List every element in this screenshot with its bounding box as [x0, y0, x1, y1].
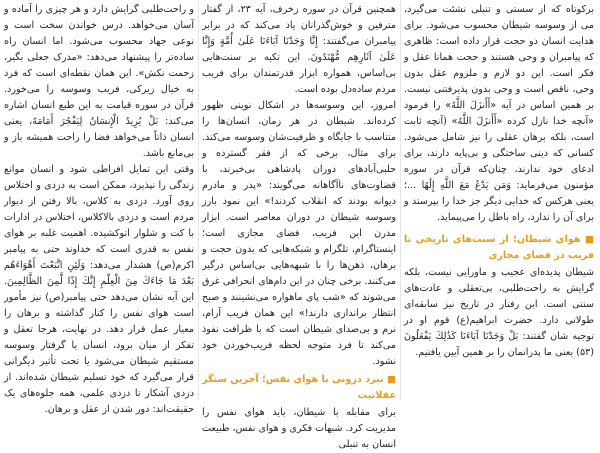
left-paragraph-2: وقتی این تمایل افراطی شود و انسان موانع زندگی را نپذیرد، ممکن است به دزدی و اختلاس روی آورد. دزدی به کلاس، بالا رفتن از دیوار مردم است و دزدی بالاکلاس، اختلاس در ادارات با کت و شلوار اتوکشیده. اهمیت غلبه بر هوای نفس به قدری است که خداوند حتی به پیامبر اکرم(ص) هشدار می‌دهد: وَلَئِنِ اتَّبَعْتَ أَهْوَاءَهُم بَعْدَ مَا جَاءَكَ مِنَ الْعِلْمِ إِنَّكَ إِذًا لَّمِنَ الظَّالِمِينَ. این آیه نشان می‌دهد حتی پیامبر(ص) نیز مأمور است هوای نفس را کنار گذاشته و برهان را معیار عمل قرار دهد. در نهایت، هرجا تعقل و تفکر از میان برود، انسان یا گرفتار وسوسه مستقیم شیطان می‌شود یا تحت تأثیر دیگرانی قرار می‌گیرد که خود تسلیم شیطان شده‌اند. از دزدی آشکار تا دزدی علمی، همه جلوه‌های یک حقیقت‌اند: دور شدن از عقل و برهان. — [4, 164, 194, 415]
column-divider — [198, 0, 199, 400]
article-column-right — [404, 0, 594, 400]
middle-section-heading: ■ نبرد درونی با هوای نفس؛ آخرین سنگر عقلانیت — [202, 374, 396, 401]
right-paragraph-2: شیطان پدیده‌ای عجیب و ماورایی نیست، بلکه گرایش به راحت‌طلبی، بی‌تعقلی و عادت‌های سنتی است. این رفتار در تاریخ نیز سابقه‌ای طولانی دارد. حضرت ابراهیم(ع) قوم او در توجیه شان گفتند: بَلْ وَجَدْنَا آبَاءَنَا كَذَٰلِكَ يَفْعَلُونَ (۵۳) یعنی ما پدرانمان را بر همین آیین یافتیم. — [404, 267, 594, 358]
left-paragraph-1: و راحت‌طلبی گرایش دارد و هر چیزی را آماده و آسان می‌خواهد. درس خواندن سخت است و نوعی جهاد محسوب می‌شود. اما انسان راه ساده‌تر را پیشنهاد می‌دهد: «مدرک جعلی بگیر، زحمت نکش». این همان نقطه‌ای است که فرد به خیال زیرکی، فریب وسوسه را می‌خورد. قرآن در سوره قیامت به این طبع انسان اشاره می‌کند: بَلْ يُرِيدُ الْإِنسَانُ لِيَفْجُرَ أَمَامَهُ، یعنی انسان ذاتاً می‌خواهد فضا را راحت همیشه باز و بی‌مانع باشد. — [4, 4, 194, 159]
middle-paragraph-1: همچنین قرآن در سوره زخرف، آیه ۲۳، از گفتار مترفین و خوش‌گذرانان یاد می‌کند که در برابر پیامبران می‌گفتند: إِنَّا وَجَدْنَا آبَاءَنَا عَلَىٰ أُمَّةٍ وَإِنَّا عَلَىٰ آثَارِهِم مُّهْتَدُونَ. این تکیه بر سنت‌هایی بی‌اساس، همواره ابزار قدرتمندان برای فریب مردم ساده‌دل بوده است. — [202, 4, 396, 95]
article-column-middle — [202, 0, 396, 450]
right-section-heading: ■ هوای شیطان؛ از سنت‌های تاریخی تا فریب در فضای مجازی — [404, 234, 594, 261]
middle-paragraph-3: برای مقابله با شیطان، باید هوای نفس را مدیریت کرد. شبهات فکری و هوای نفس، طبیعت انسان به تنبلی — [202, 407, 396, 450]
article-column-left — [4, 0, 194, 415]
column-divider — [400, 0, 401, 400]
right-paragraph-1: برکوتاه که از سستی و تنبلی نشئت می‌گیرد، می از وسوسه شیطان محسوب می‌شود. برای هدایت انسان دو حجت قرار داده است: ظاهری که پیامبران و وحی هستند و حجت همانا عقل و فکر است. این دو لازم و ملزوم عقل بدون وحی، ناقص است و وحی بدون پذیرفتنی نیست. بر همین اساس در آیه «أَأَنزَلَ اللَّهُ» را فرمود «آنچه خدا نازل کرده «أَأَنزَلَ اللَّهُ» (آنچه ثابت است، بلکه برهان عقلی را نیز شامل می‌شود. کسانی که دینی ساختگی و بی‌پایه دارند، برای ادعای خود ندارند، چنان‌که قرآن در سوره مؤمنون می‌فرماید: وَمَن يَدْعُ مَعَ اللَّهِ إِلَٰهًا ...؛ یعنی هرکس که خدایی دیگر جز خدا را بپرستد و برای آن را ندارد، راه باطل را می‌پیماید. — [404, 4, 594, 223]
middle-paragraph-2: امروز، این وسوسه‌ها در اشکال نوینی ظهور کرده‌اند. شیطان در هر زمان، انسان‌ها را متناسب با جایگاه و ظرفیت‌شان وسوسه می‌کند. برای مثال، برخی که از فقر گسترده و حلبی‌آبادهای دوران پادشاهی بی‌خبرند، با قضاوت‌های ناآگاهانه می‌گویند: «پدر و مادرم دیوانه بودند که انقلاب کردند!» این نمود بارز وسوسه شیطان در دوران معاصر است. ابزار مدرن این فریب، فضای مجازی است؛ اینستاگرام، تلگرام و شبکه‌هایی که بدون حجت و برهان، ذهن‌ها را با شبهه‌هایی بی‌اساس درگیر می‌کنند. برخی چنان در این دام‌های انحرافی غرق می‌شوند که «شب پای ماهواره می‌نشینند و صبح انتظار براندازی دارند!» این همان فریب آرام، نرم و بی‌صدای شیطان است که با ظرافت نفوذ می‌کند تا فرد متوجه لحظه فریب‌خوردن خود نشود. — [202, 100, 396, 367]
